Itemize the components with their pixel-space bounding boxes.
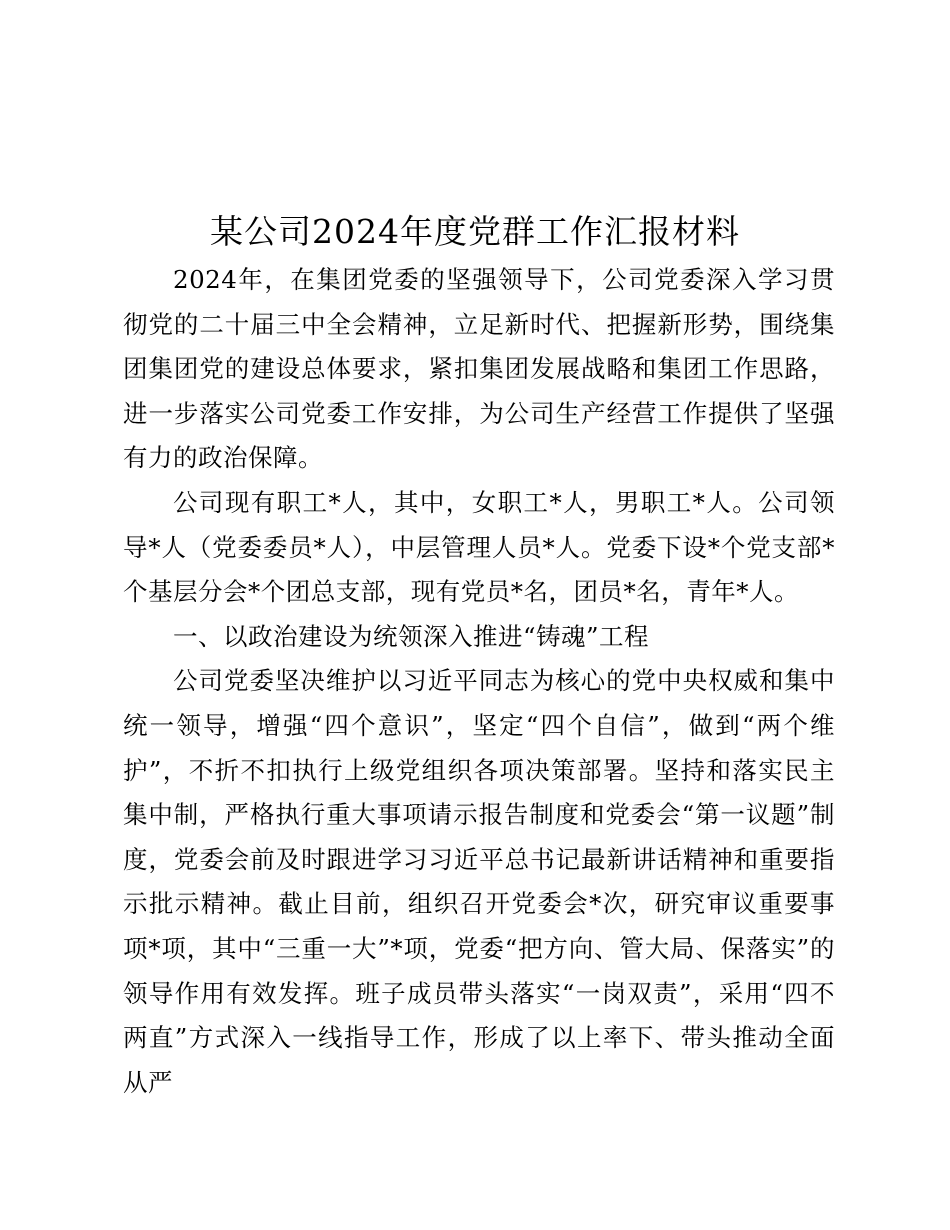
document-title: 某公司2024年度党群工作汇报材料: [210, 212, 740, 251]
document-body: [123, 258, 835, 1105]
staff-overview-paragraph: 公司现有职工*人，其中，女职工*人，男职工*人。公司领导*人（党委委员*人），中层管理人员*人。党委下设*个党支部*个基层分会*个团总支部，现有党员*名，团员*名，青年*人。: [123, 487, 835, 607]
intro-paragraph: 2024年，在集团党委的坚强领导下，公司党委深入学习贯彻党的二十届三中全会精神，立足新时代、把握新形势，围绕集团集团党的建设总体要求，紧扣集团发展战略和集团工作思路，进一步落实公司党委工作安排，为公司生产经营工作提供了坚强有力的政治保障。: [123, 265, 835, 473]
section-heading: 一、以政治建设为统领深入推进“铸魂”工程: [173, 621, 650, 651]
political-building-paragraph: 公司党委坚决维护以习近平同志为核心的党中央权威和集中统一领导，增强“四个意识”，坚定“四个自信”，做到“两个维护”，不折不扣执行上级党组织各项决策部署。坚持和落实民主集中制，严格执行重大事项请示报告制度和党委会“第一议题”制度，党委会前及时跟进学习习近平总书记最新讲话精神和重要指示批示精神。截止目前，组织召开党委会*次，研究审议重要事项*项，其中“三重一大”*项，党委“把方向、管大局、保落实”的领导作用有效发挥。班子成员带头落实“一岗双责”，采用“四不两直”方式深入一线指导工作，形成了以上率下、带头推动全面从严: [123, 666, 835, 1097]
